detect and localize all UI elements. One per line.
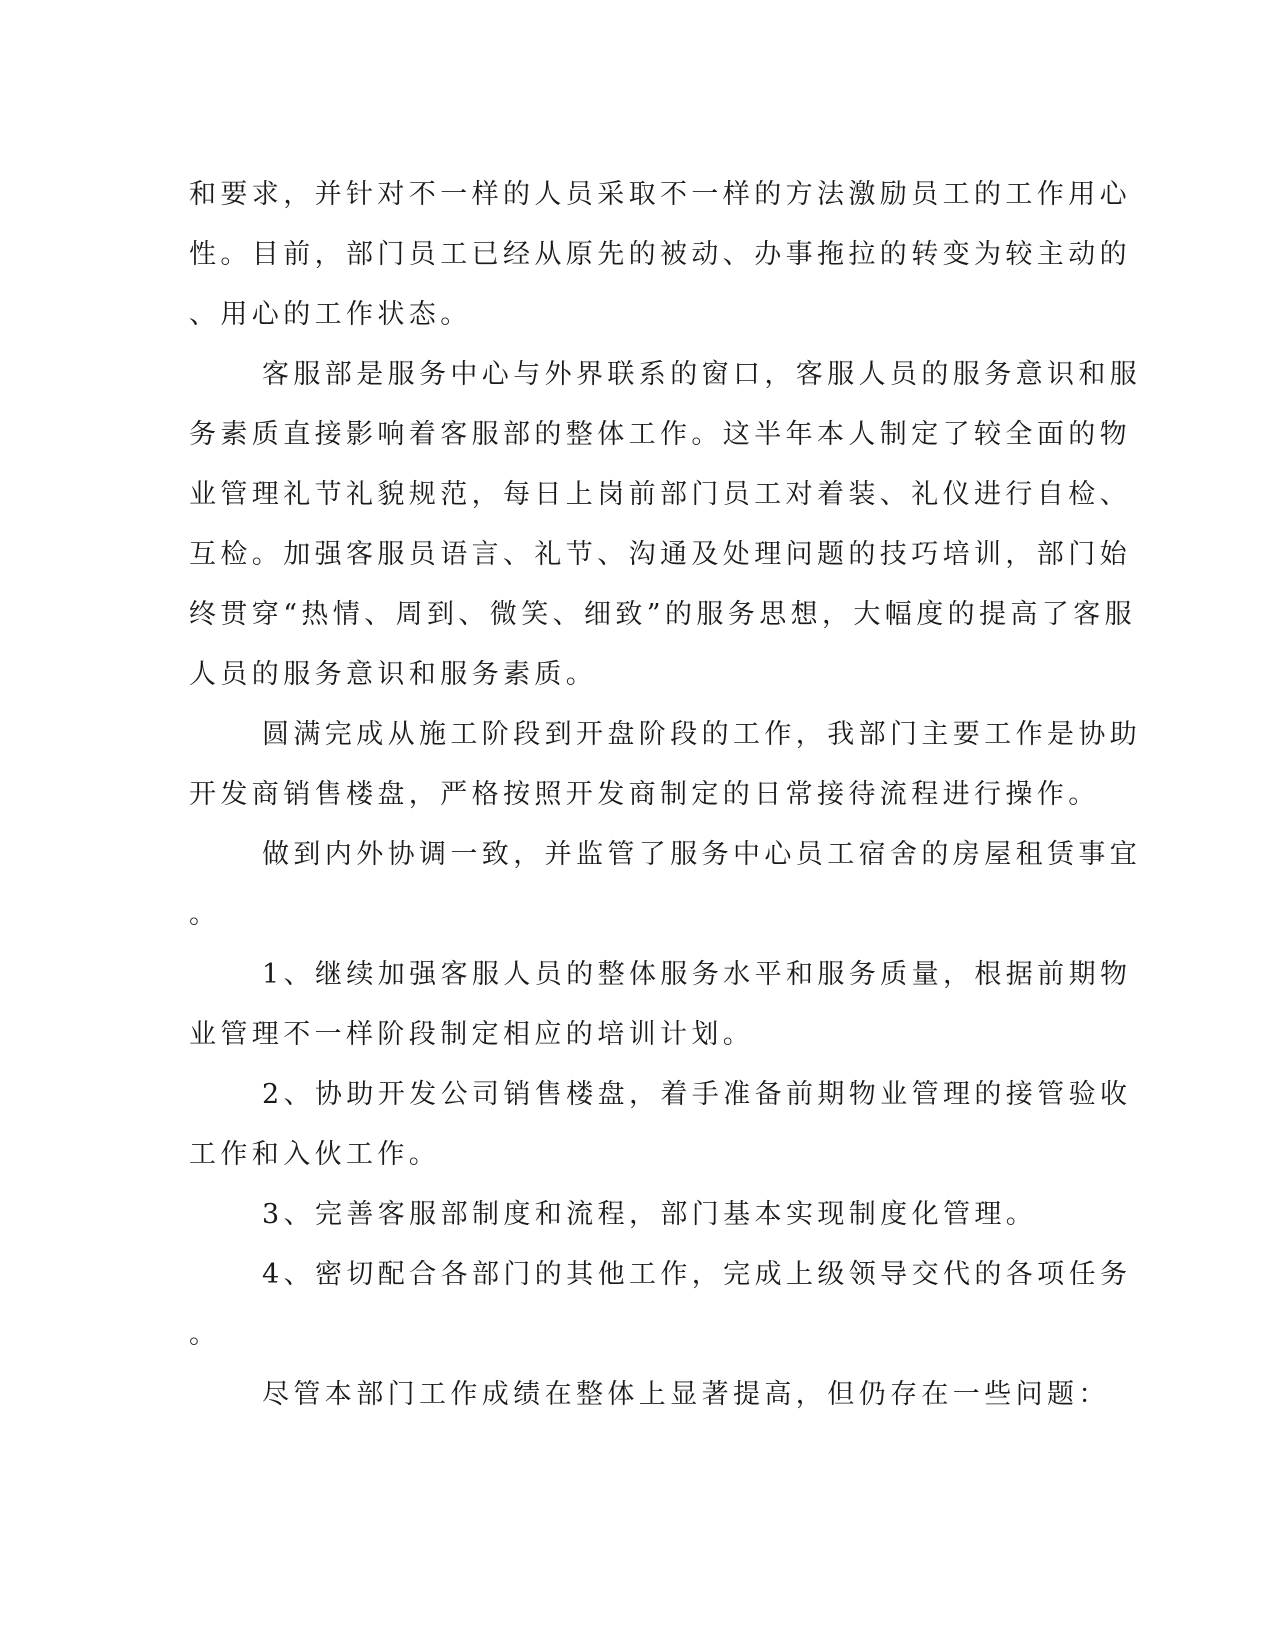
paragraph-first-line: 做到内外协调一致，并监管了服务中心员工宿舍的房屋租赁事宜	[262, 839, 1142, 870]
text-line: 互检。加强客服员语言、礼节、沟通及处理问题的技巧培训，部门始	[189, 539, 1131, 570]
text-line: 。	[189, 899, 221, 930]
text-line: 务素质直接影响着客服部的整体工作。这半年本人制定了较全面的物	[189, 419, 1131, 450]
text-line: 性。目前，部门员工已经从原先的被动、办事拖拉的转变为较主动的	[189, 239, 1131, 270]
text-line: 和要求，并针对不一样的人员采取不一样的方法激励员工的工作用心	[189, 179, 1131, 210]
text-line: 业管理不一样阶段制定相应的培训计划。	[189, 1019, 755, 1050]
text-line: 开发商销售楼盘，严格按照开发商制定的日常接待流程进行操作。	[189, 779, 1100, 810]
text-line: 业管理礼节礼貌规范，每日上岗前部门员工对着装、礼仪进行自检、	[189, 479, 1131, 510]
list-item-2: 2、协助开发公司销售楼盘，着手准备前期物业管理的接管验收	[262, 1079, 1132, 1110]
text-line: 人员的服务意识和服务素质。	[189, 659, 598, 690]
text-line: 。	[189, 1319, 221, 1350]
paragraph-first-line: 客服部是服务中心与外界联系的窗口，客服人员的服务意识和服	[262, 359, 1142, 390]
document-body	[189, 165, 1142, 1425]
list-item-4: 4、密切配合各部门的其他工作，完成上级领导交代的各项任务	[262, 1259, 1132, 1290]
paragraph-first-line: 尽管本部门工作成绩在整体上显著提高，但仍存在一些问题：	[262, 1379, 1110, 1410]
list-item-3: 3、完善客服部制度和流程，部门基本实现制度化管理。	[262, 1199, 1038, 1230]
list-item-1: 1、继续加强客服人员的整体服务水平和服务质量，根据前期物	[262, 959, 1132, 990]
paragraph-first-line: 圆满完成从施工阶段到开盘阶段的工作，我部门主要工作是协助	[262, 719, 1142, 750]
text-line: 、用心的工作状态。	[189, 299, 472, 330]
text-line: 终贯穿“热情、周到、微笑、细致”的服务思想，大幅度的提高了客服	[189, 599, 1137, 630]
text-line: 工作和入伙工作。	[189, 1139, 441, 1170]
